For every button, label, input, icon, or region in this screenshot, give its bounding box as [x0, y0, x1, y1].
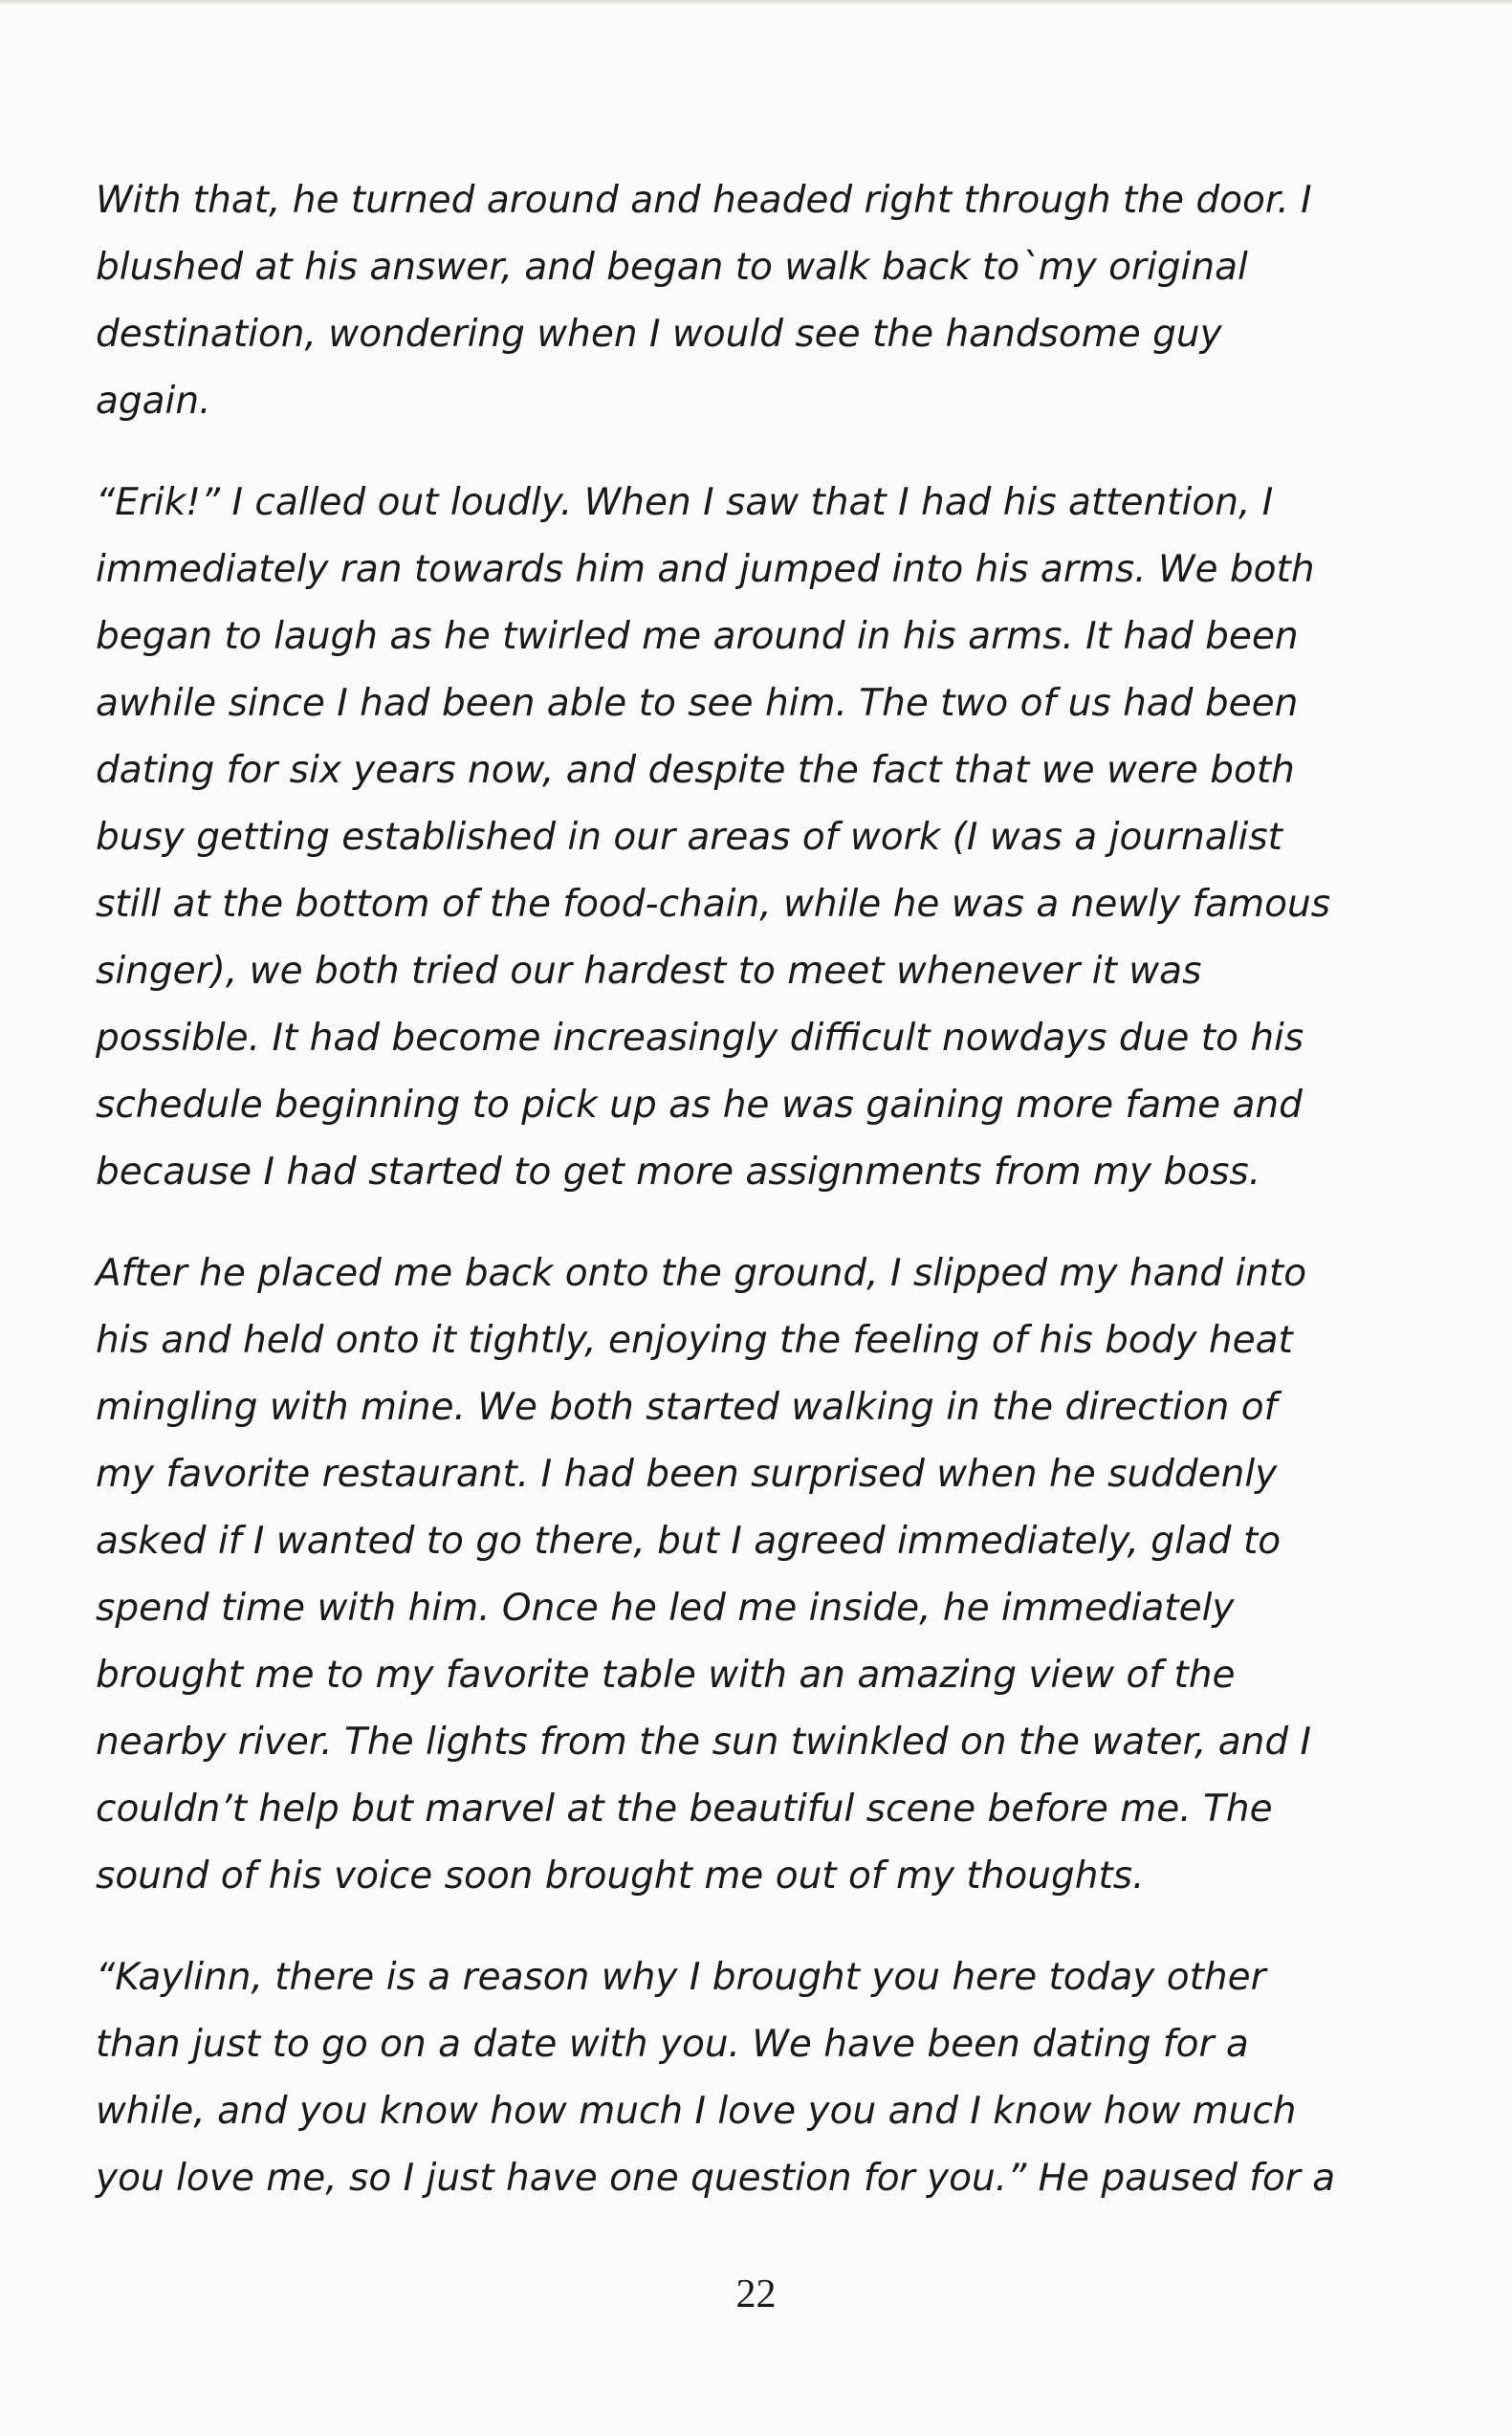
- text-line: “Kaylinn, there is a reason why I brought you here today other: [96, 1956, 1266, 1999]
- text-line: singer), we both tried our hardest to meet whenever it was: [96, 950, 1202, 993]
- text-line: With that, he turned around and headed right through the door. I: [96, 179, 1312, 222]
- text-line: “Erik!” I called out loudly. When I saw that I had his attention, I: [96, 481, 1274, 524]
- paragraph-1: [96, 167, 1377, 435]
- text-line: busy getting established in our areas of work (I was a journalist: [96, 816, 1282, 859]
- text-line: spend time with him. Once he led me inside, he immediately: [96, 1587, 1235, 1630]
- text-line: couldn’t help but marvel at the beautiful scene before me. The: [96, 1788, 1273, 1831]
- text-line: blushed at his answer, and began to walk back to`my original: [96, 246, 1248, 289]
- body-text: [96, 167, 1377, 2247]
- text-line: his and held onto it tightly, enjoying the feeling of his body heat: [96, 1319, 1293, 1362]
- text-line: still at the bottom of the food-chain, while he was a newly famous: [96, 883, 1331, 926]
- text-line: because I had started to get more assignments from my boss.: [96, 1151, 1261, 1194]
- text-line: mingling with mine. We both started walking in the direction of: [96, 1386, 1278, 1429]
- text-line: asked if I wanted to go there, but I agreed immediately, glad to: [96, 1520, 1282, 1563]
- text-line: than just to go on a date with you. We have been dating for a: [96, 2023, 1249, 2066]
- text-line: began to laugh as he twirled me around in his arms. It had been: [96, 615, 1299, 658]
- text-line: sound of his voice soon brought me out of my thoughts.: [96, 1854, 1145, 1898]
- text-line: awhile since I had been able to see him. The two of us had been: [96, 682, 1299, 725]
- text-line: you love me, so I just have one question for you.” He paused for a: [96, 2157, 1336, 2200]
- text-line: After he placed me back onto the ground, I slipped my hand into: [96, 1252, 1307, 1295]
- text-line: destination, wondering when I would see the handsome guy: [96, 313, 1222, 356]
- text-line: schedule beginning to pick up as he was gaining more fame and: [96, 1084, 1303, 1127]
- text-line: dating for six years now, and despite the fact that we were both: [96, 749, 1295, 792]
- text-line: nearby river. The lights from the sun twinkled on the water, and I: [96, 1721, 1312, 1764]
- text-line: while, and you know how much I love you and I know how much: [96, 2090, 1297, 2133]
- text-line: my favorite restaurant. I had been surprised when he suddenly: [96, 1453, 1278, 1496]
- text-line: immediately ran towards him and jumped into his arms. We both: [96, 548, 1315, 591]
- page-number: 22: [735, 2272, 777, 2316]
- text-line: possible. It had become increasingly difficult nowdays due to his: [96, 1017, 1304, 1060]
- text-line: brought me to my favorite table with an amazing view of the: [96, 1654, 1236, 1697]
- paragraph-3: [96, 1240, 1377, 1910]
- text-line: again.: [96, 380, 211, 423]
- page-top-edge: [0, 0, 1512, 6]
- paragraph-2: [96, 470, 1377, 1206]
- paragraph-4: [96, 1944, 1377, 2212]
